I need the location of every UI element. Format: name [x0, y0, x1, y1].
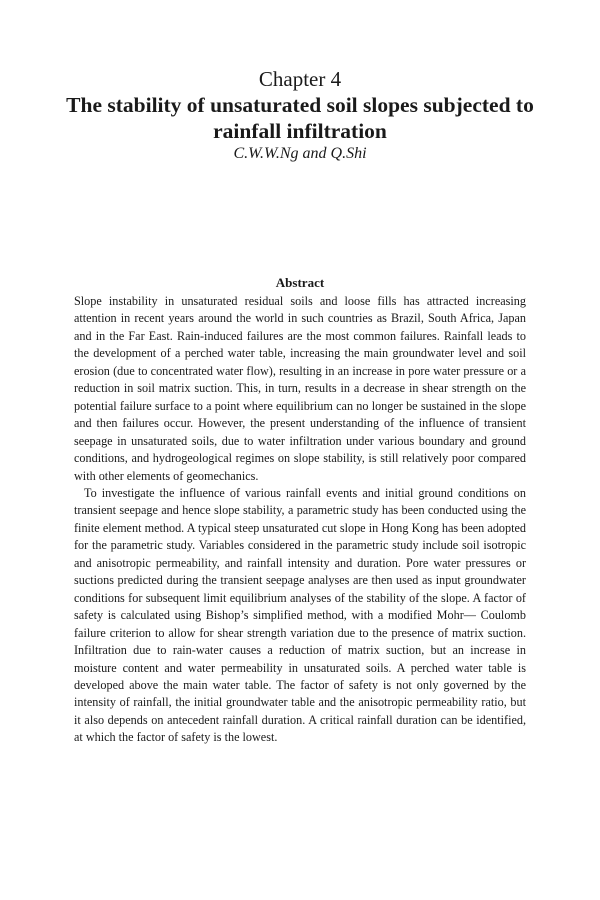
chapter-title: The stability of unsaturated soil slopes subjected to rainfall infiltration — [66, 93, 534, 143]
abstract-paragraph-1: Slope instability in unsaturated residual soils and loose fills has attracted increasing attention in recent years around the world in such countries as Brazil, South Africa, Japan and in the Far East. Rain-induced failures are the most common failures. Rainfall leads to the development of a perched water table, increasing the main groundwater level and soil erosion (due to concentrated water flow), resulting in an increase in pore water pressure or a reduction in soil matrix suction. This, in turn, results in a decrease in shear strength on the potential failure surface to a point where equilibrium can no longer be sustained in the slope and then failures occur. However, the present understanding of the influence of transient seepage in unsaturated soils, due to water infiltration under various boundary and ground conditions, and hydrogeological regimes on slope stability, is still relatively poor compared with other elements of geomechanics. — [74, 294, 526, 483]
chapter-authors: C.W.W.Ng and Q.Shi — [233, 145, 367, 162]
abstract-heading: Abstract — [275, 275, 325, 290]
chapter-number: Chapter 4 — [258, 67, 342, 91]
abstract-body — [74, 293, 526, 747]
abstract-paragraph-2: To investigate the influence of various rainfall events and initial ground conditions on transient seepage and hence slope stability, a parametric study has been conducted using the finite element method. A typical steep unsaturated cut slope in Hong Kong has been adopted for the parametric study. Variables considered in the parametric study include soil isotropic and anisotropic permeability, and rainfall intensity and duration. Pore water pressures or suctions predicted during the transient seepage analyses are then used as input groundwater conditions for subsequent limit equilibrium analyses of the stability of the slope. A factor of safety is calculated using Bishop’s simplified method, with a modified Mohr— Coulomb failure criterion to allow for shear strength variation due to the presence of matrix suction. Infiltration due to rain-water causes a reduction of matrix suction, but an increase in moisture content and water permeability in unsaturated soils. A perched water table is developed above the main water table. The factor of safety is not only governed by the intensity of rainfall, the initial groundwater table and the anisotropic permeability ratio, but it also depends on antecedent rainfall duration. A critical rainfall duration can be identified, at which the factor of safety is the lowest. — [74, 485, 526, 745]
